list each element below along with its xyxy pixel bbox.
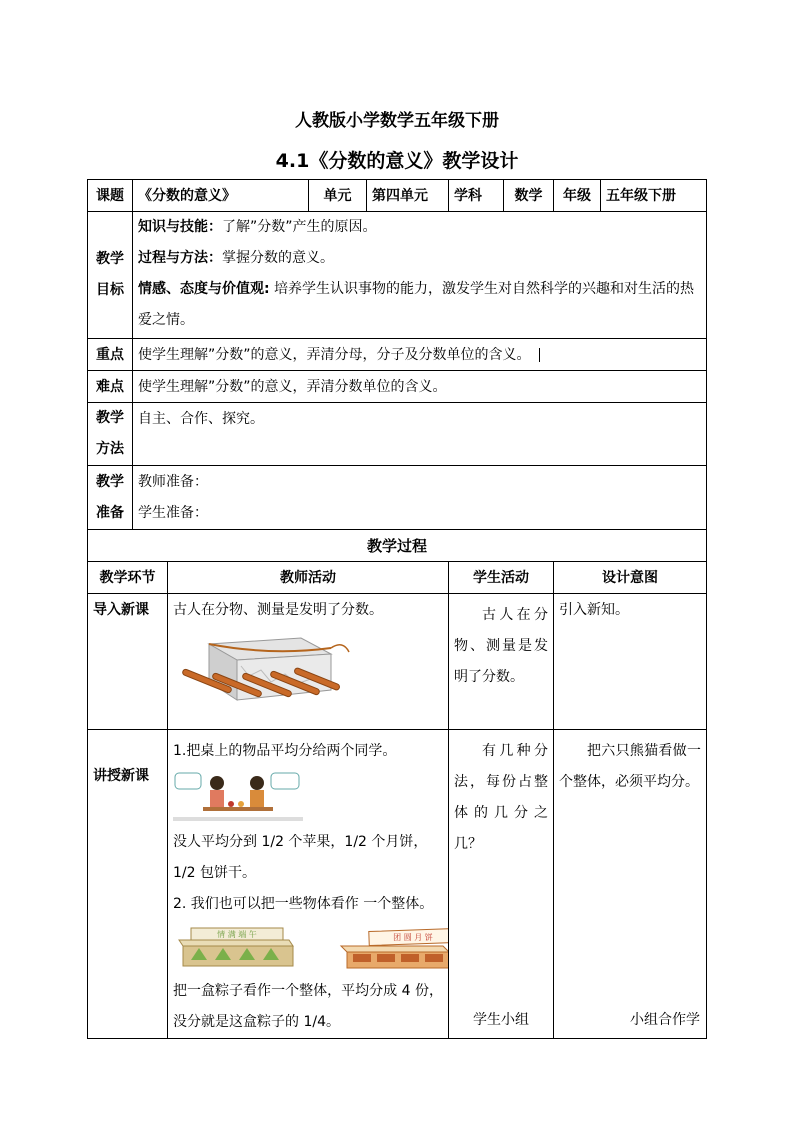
goals-label <box>88 212 133 339</box>
student-teach-text: 有几种分法，每份占整体的几分之几？ <box>454 743 548 852</box>
stage-intro: 导入新课 <box>88 594 168 730</box>
intent-teach-text: 把六只熊猫看做一个整体，必须平均分。 <box>559 743 701 790</box>
teacher-teach-step2-result: 把一盒粽子看作一个整体，平均分成 4 份，没分就是这盒粽子的 1/4。 <box>173 983 443 1030</box>
goal-process-text: 掌握分数的意义。 <box>222 250 334 266</box>
student-intro-text: 古人在分物、测量是发明了分数。 <box>454 607 548 685</box>
student-teach-note: 学生小组 <box>473 1012 529 1028</box>
teacher-teach-step2: 2. 我们也可以把一些物体看作 一个整体。 <box>173 896 434 912</box>
gift-boxes-illustration <box>173 926 449 974</box>
difficulty-label: 难点 <box>88 371 133 403</box>
ancient-measuring-illustration <box>181 626 351 714</box>
method-row <box>88 403 707 466</box>
prep-content <box>133 466 707 530</box>
text-cursor <box>539 348 540 362</box>
process-heading-row <box>88 530 707 562</box>
student-intro <box>449 594 554 730</box>
teacher-teach <box>168 730 449 1039</box>
grade-value: 五年级下册 <box>601 180 707 212</box>
goal-process <box>138 243 701 274</box>
topic-label: 课题 <box>88 180 133 212</box>
teacher-intro-text: 古人在分物、测量是发明了分数。 <box>173 602 383 618</box>
subject-label: 学科 <box>449 180 504 212</box>
prep-label <box>88 466 133 530</box>
children-sharing-illustration <box>173 769 303 821</box>
difficulty-text: 使学生理解”分数”的意义，弄清分数单位的含义。 <box>133 371 707 403</box>
goal-knowledge-text: 了解”分数”产生的原因。 <box>222 219 377 235</box>
key-row <box>88 339 707 371</box>
page-title: 人教版小学数学五年级下册 <box>295 111 499 131</box>
subject-value: 数学 <box>504 180 554 212</box>
col-intent-header: 设计意图 <box>554 562 707 594</box>
stage-teach: 讲授新课 <box>88 730 168 1039</box>
difficulty-row <box>88 371 707 403</box>
unit-value: 第四单元 <box>367 180 449 212</box>
goals-label-line2: 目标 <box>96 282 124 298</box>
goal-process-label: 过程与方法： <box>138 250 222 266</box>
method-label-line1: 教学 <box>96 410 124 426</box>
teacher-teach-step1-result: 没人平均分到 1/2 个苹果，1/2 个月饼，1/2 包饼干。 <box>173 834 428 881</box>
page-subtitle: 4.1《分数的意义》教学设计 <box>275 150 519 172</box>
box1-label: 情 满 端 午 <box>217 930 257 939</box>
method-label-line2: 方法 <box>96 441 124 457</box>
process-row-teach <box>88 730 707 1039</box>
goals-row <box>88 212 707 339</box>
process-row-intro <box>88 594 707 730</box>
col-stage-header: 教学环节 <box>88 562 168 594</box>
col-student-header: 学生活动 <box>449 562 554 594</box>
prep-row <box>88 466 707 530</box>
process-heading: 教学过程 <box>88 530 707 562</box>
process-header-row <box>88 562 707 594</box>
prep-label-line2: 准备 <box>96 504 124 521</box>
goal-knowledge <box>138 212 701 243</box>
lesson-plan-table <box>87 179 707 1039</box>
teacher-intro <box>168 594 449 730</box>
key-text: 使学生理解”分数”的意义，弄清分母，分子及分数单位的含义。 <box>138 346 531 363</box>
col-teacher-header: 教师活动 <box>168 562 449 594</box>
goals-content <box>133 212 707 339</box>
teacher-teach-step1: 1.把桌上的物品平均分给两个同学。 <box>173 743 397 759</box>
prep-student: 学生准备： <box>138 504 208 521</box>
grade-label: 年级 <box>554 180 601 212</box>
goal-knowledge-label: 知识与技能： <box>138 219 222 235</box>
key-label: 重点 <box>88 339 133 371</box>
method-text: 自主、合作、探究。 <box>133 403 707 466</box>
goals-label-line1: 教学 <box>96 251 124 267</box>
box2-label: 团 圆 月 饼 <box>393 933 433 942</box>
goal-emotion-label: 情感、态度与价值观: <box>138 281 270 297</box>
prep-label-line1: 教学 <box>96 473 124 490</box>
unit-label: 单元 <box>309 180 367 212</box>
intent-intro: 引入新知。 <box>554 594 707 730</box>
topic-value: 《分数的意义》 <box>133 180 309 212</box>
goal-emotion <box>138 274 701 336</box>
key-content <box>133 339 707 371</box>
prep-teacher: 教师准备： <box>138 473 208 490</box>
info-row <box>88 180 707 212</box>
student-teach <box>449 730 554 1039</box>
intent-teach-note: 小组合作学 <box>630 1012 700 1028</box>
method-label <box>88 403 133 466</box>
intent-teach <box>554 730 707 1039</box>
goal-emotion-text: 培养学生认识事物的能力，激发学生对自然科学的兴趣和对生活的热爱之情。 <box>138 281 695 328</box>
